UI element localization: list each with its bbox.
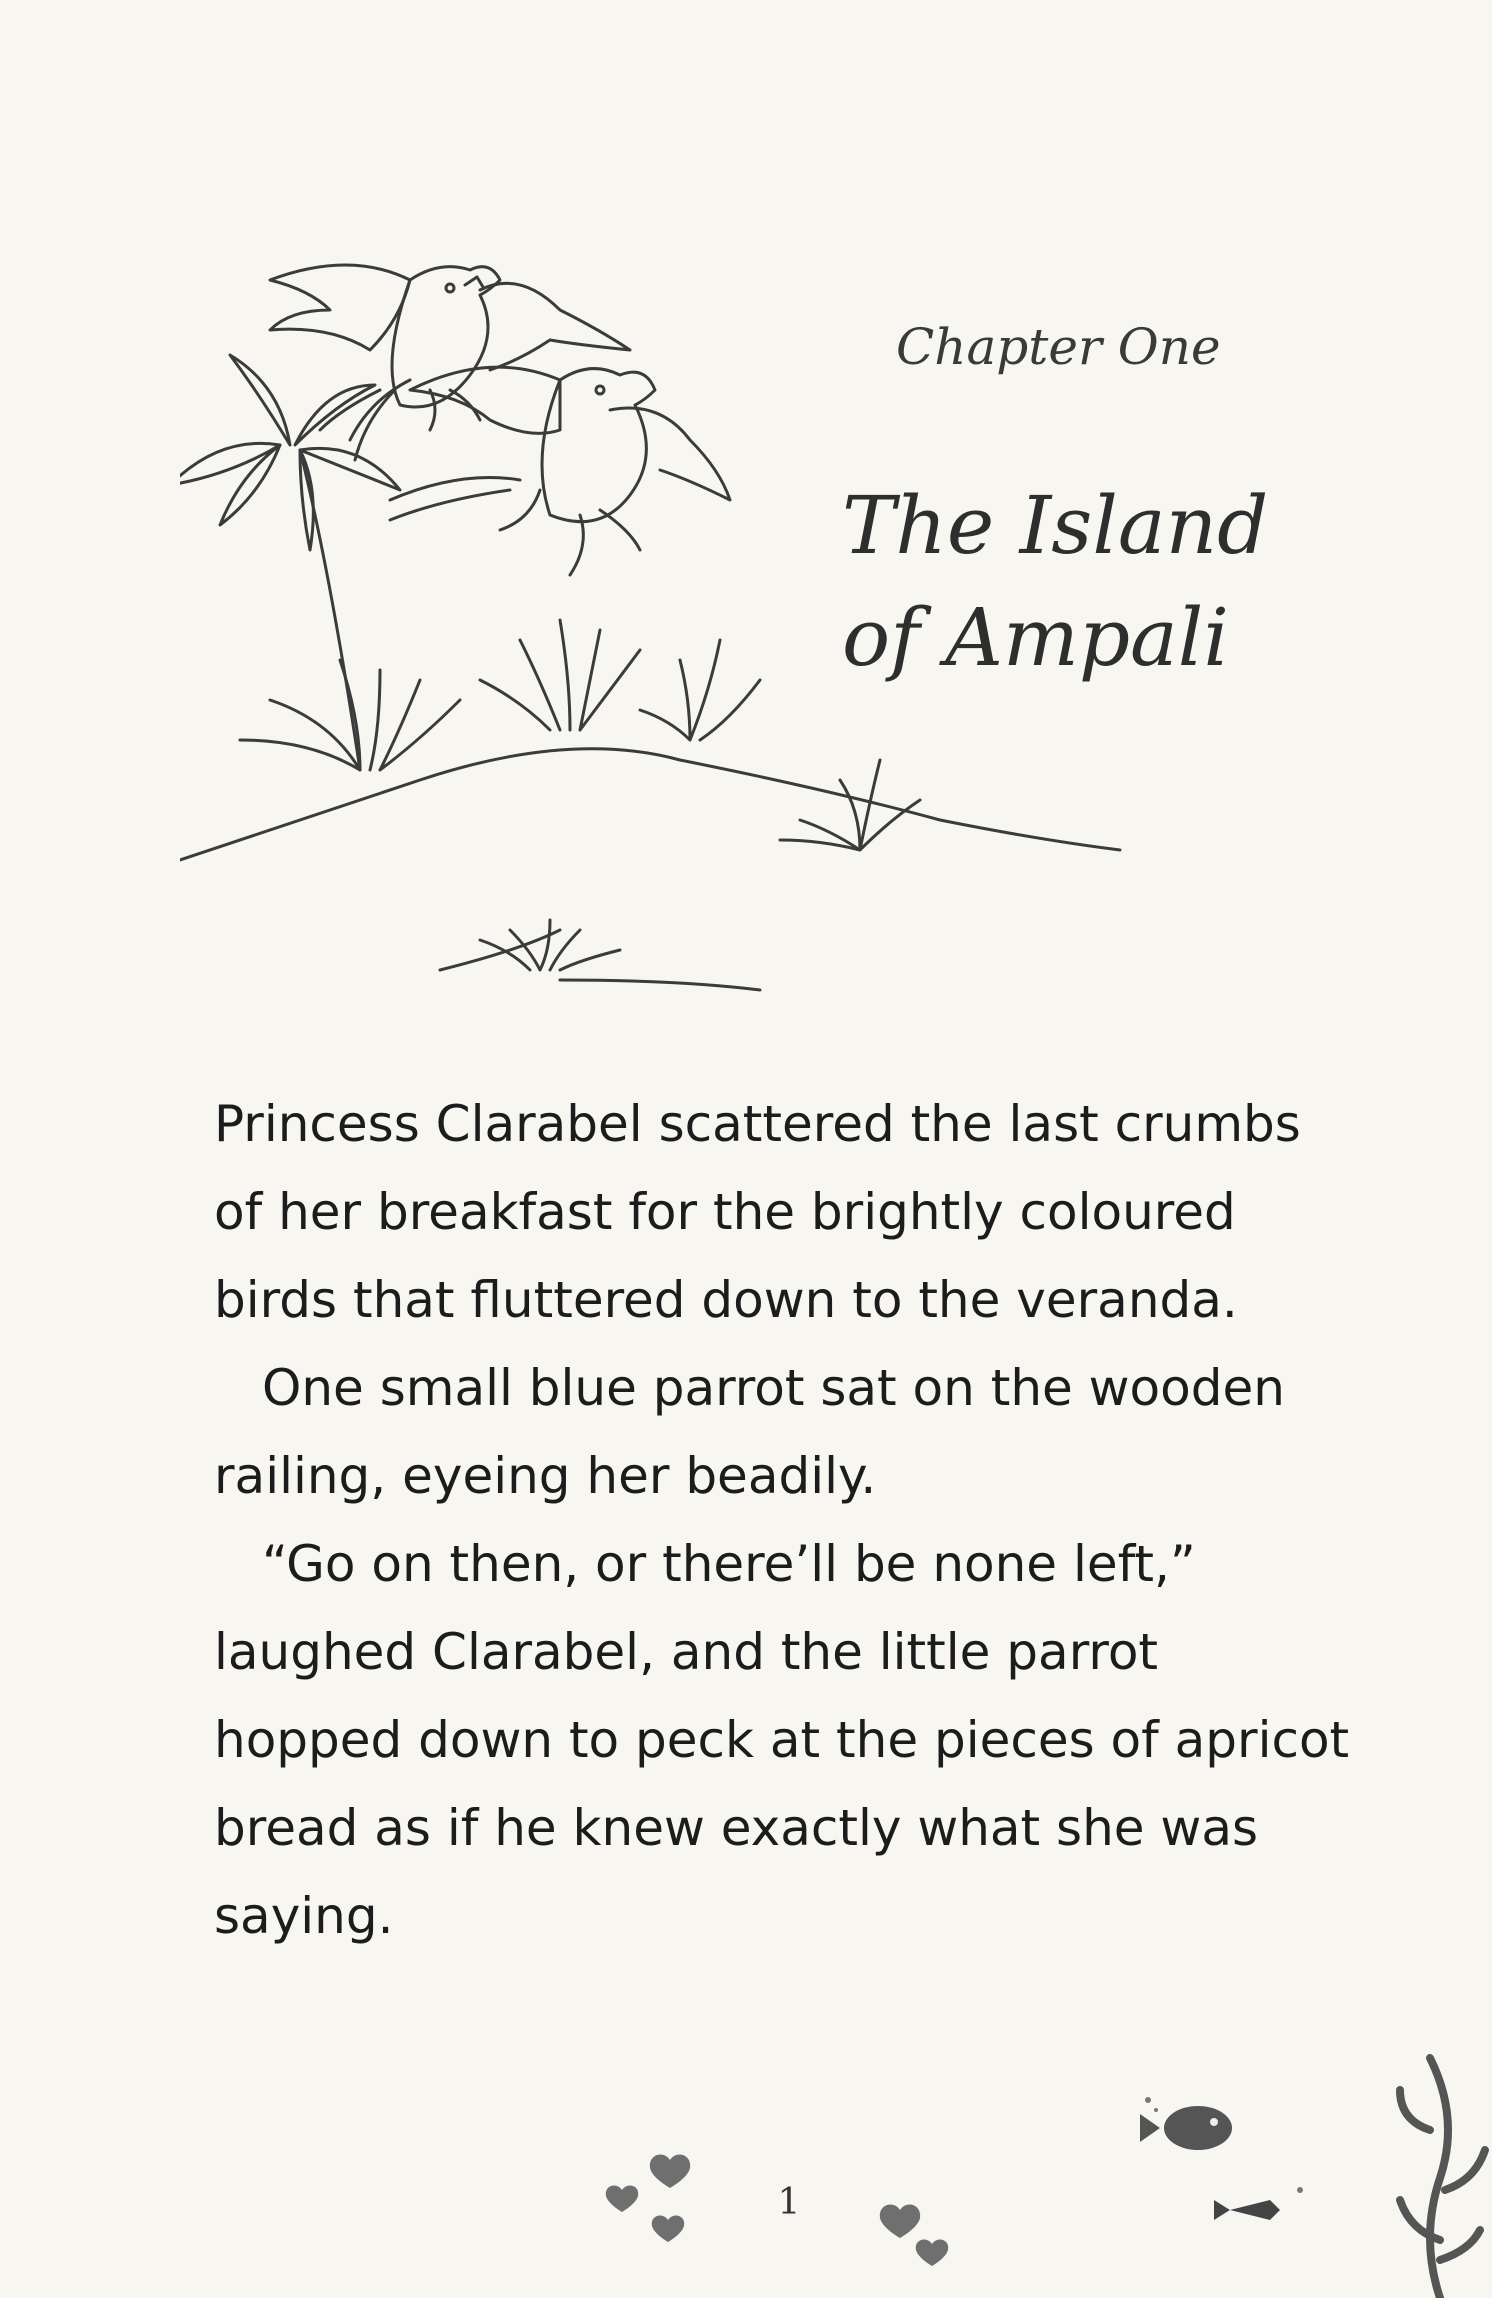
paragraph: Princess Clarabel scattered the last crumbs of her breakfast for the brightly coloured birds that fluttered down to the veranda.: [214, 1095, 1301, 1329]
seaweed-icon: [1400, 2058, 1485, 2298]
chapter-title-line-2: of Ampali: [842, 591, 1229, 684]
hearts-left-icon: [606, 2154, 690, 2242]
hearts-right-icon: [880, 2204, 948, 2266]
paragraph: One small blue parrot sat on the wooden railing, eyeing her beadily.: [214, 1359, 1285, 1505]
footer-decoration: [0, 2040, 1492, 2298]
chapter-title: [842, 470, 1302, 694]
paragraph: “Go on then, or there’ll be none left,” laughed Clarabel, and the little parrot hopped down to peck at the pieces of apricot bread as if he knew exactly what she was saying.: [214, 1535, 1350, 1945]
page-number: 1: [777, 2182, 801, 2223]
story-text: [214, 1080, 1354, 1960]
chapter-title-line-1: The Island: [842, 479, 1269, 572]
upper-parrot-icon: [270, 265, 630, 460]
chapter-label: Chapter One: [896, 318, 1221, 376]
fish-icon: [1140, 2097, 1303, 2220]
lower-parrot-icon: [390, 367, 730, 575]
